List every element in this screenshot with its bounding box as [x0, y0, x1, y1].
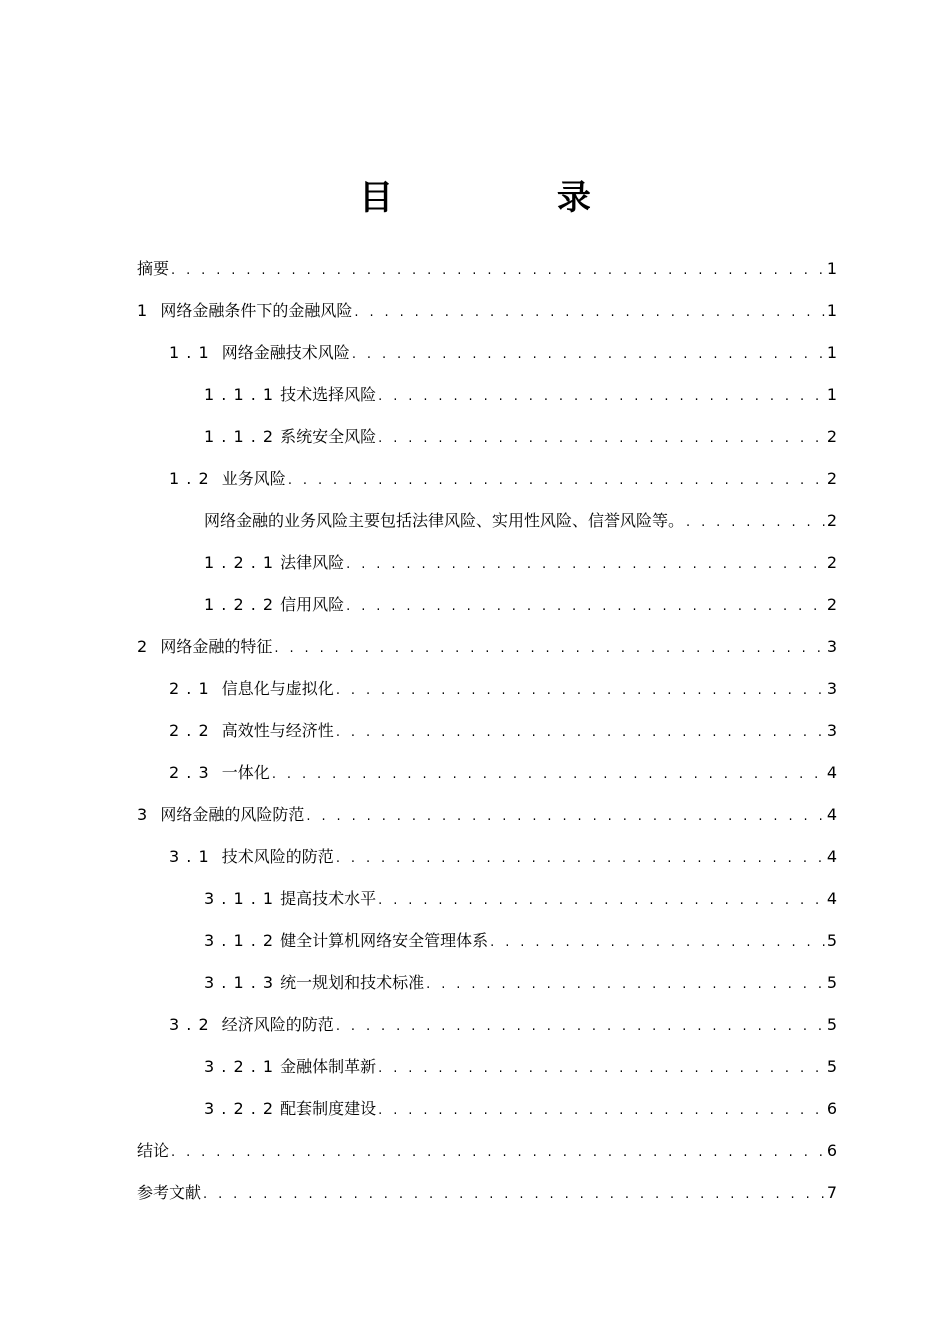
toc-page-number: 2 — [826, 427, 837, 446]
toc-entry-label: 3 . 2 . 2 配套制度建设 — [204, 1099, 377, 1118]
toc-entry[interactable] — [137, 248, 837, 290]
toc-page-number: 3 — [826, 721, 837, 740]
toc-entry-label: 1 . 1 . 2 系统安全风险 — [204, 427, 377, 446]
toc-entry[interactable] — [137, 836, 837, 878]
toc-entry-label: 3 网络金融的风险防范 — [137, 805, 305, 824]
dot-leader — [336, 1006, 825, 1048]
dot-leader — [352, 334, 825, 376]
dot-leader — [171, 1132, 825, 1174]
toc-entry[interactable] — [137, 1088, 837, 1130]
toc-entry[interactable] — [137, 668, 837, 710]
toc-page-number: 7 — [826, 1183, 837, 1202]
toc-page-number: 2 — [826, 595, 837, 614]
dot-leader — [336, 670, 825, 712]
dot-leader — [288, 460, 825, 502]
toc-entry[interactable] — [137, 920, 837, 962]
dot-leader — [378, 1048, 825, 1090]
toc-entry-label: 3 . 2 经济风险的防范 — [169, 1015, 334, 1034]
dot-leader — [272, 754, 825, 796]
toc-entry-label: 摘要 — [137, 259, 170, 278]
toc-entry[interactable] — [137, 794, 837, 836]
toc-entry-label: 1 . 1 网络金融技术风险 — [169, 343, 350, 362]
toc-entry[interactable] — [137, 1172, 837, 1214]
toc-page-number: 5 — [826, 1057, 837, 1076]
table-of-contents — [137, 248, 837, 1214]
toc-page-number: 3 — [826, 679, 837, 698]
toc-entry[interactable] — [137, 458, 837, 500]
dot-leader — [346, 544, 825, 586]
dot-leader — [306, 796, 824, 838]
toc-entry-label: 3 . 1 . 2 健全计算机网络安全管理体系 — [204, 931, 489, 950]
toc-entry-label: 网络金融的业务风险主要包括法律风险、实用性风险、信誉风险等。 — [204, 511, 685, 530]
dot-leader — [490, 922, 825, 964]
dot-leader — [274, 628, 824, 670]
toc-entry-label: 3 . 1 . 3 统一规划和技术标准 — [204, 973, 425, 992]
dot-leader — [378, 418, 825, 460]
toc-page-number: 1 — [826, 343, 837, 362]
toc-page-number: 6 — [826, 1099, 837, 1118]
toc-entry[interactable] — [137, 290, 837, 332]
dot-leader — [378, 1090, 825, 1132]
toc-entry[interactable] — [137, 1130, 837, 1172]
toc-entry-label: 2 . 1 信息化与虚拟化 — [169, 679, 334, 698]
toc-page-number: 4 — [826, 763, 837, 782]
dot-leader — [354, 292, 824, 334]
toc-entry-label: 2 . 2 高效性与经济性 — [169, 721, 334, 740]
toc-entry-label: 3 . 2 . 1 金融体制革新 — [204, 1057, 377, 1076]
toc-entry[interactable] — [137, 1004, 837, 1046]
toc-page-number: 1 — [826, 301, 837, 320]
toc-page-number: 1 — [826, 385, 837, 404]
toc-entry[interactable] — [137, 626, 837, 668]
toc-entry-label: 参考文献 — [137, 1183, 202, 1202]
toc-entry[interactable] — [137, 710, 837, 752]
toc-entry[interactable] — [137, 332, 837, 374]
toc-entry[interactable] — [137, 1046, 837, 1088]
dot-leader — [378, 376, 825, 418]
toc-page-number: 5 — [826, 931, 837, 950]
toc-entry-label: 1 . 2 业务风险 — [169, 469, 286, 488]
toc-page-number: 2 — [826, 511, 837, 530]
dot-leader — [346, 586, 825, 628]
toc-page-number: 1 — [826, 259, 837, 278]
page-title: 目 录 — [359, 178, 667, 218]
toc-entry-label: 3 . 1 技术风险的防范 — [169, 847, 334, 866]
dot-leader — [378, 880, 825, 922]
dot-leader — [336, 838, 825, 880]
toc-entry[interactable] — [137, 584, 837, 626]
toc-entry-label: 3 . 1 . 1 提高技术水平 — [204, 889, 377, 908]
toc-entry[interactable] — [137, 416, 837, 458]
dot-leader — [426, 964, 825, 1006]
dot-leader — [171, 250, 825, 292]
toc-entry-label: 1 . 2 . 2 信用风险 — [204, 595, 345, 614]
toc-page-number: 5 — [826, 1015, 837, 1034]
toc-page-number: 4 — [826, 889, 837, 908]
toc-entry-label: 结论 — [137, 1141, 170, 1160]
toc-entry[interactable] — [137, 542, 837, 584]
toc-entry[interactable] — [137, 374, 837, 416]
toc-entry[interactable] — [137, 962, 837, 1004]
toc-page-number: 4 — [826, 805, 837, 824]
toc-entry-label: 2 . 3 一体化 — [169, 763, 270, 782]
toc-page-number: 4 — [826, 847, 837, 866]
dot-leader — [686, 502, 825, 544]
toc-entry-label: 1 . 1 . 1 技术选择风险 — [204, 385, 377, 404]
dot-leader — [203, 1174, 825, 1216]
toc-page-number: 2 — [826, 469, 837, 488]
toc-entry-label: 1 . 2 . 1 法律风险 — [204, 553, 345, 572]
toc-page-number: 5 — [826, 973, 837, 992]
toc-entry[interactable] — [137, 878, 837, 920]
toc-entry[interactable] — [137, 500, 837, 542]
dot-leader — [336, 712, 825, 754]
toc-page-number: 2 — [826, 553, 837, 572]
toc-entry-label: 1 网络金融条件下的金融风险 — [137, 301, 353, 320]
toc-entry[interactable] — [137, 752, 837, 794]
toc-page-number: 3 — [826, 637, 837, 656]
toc-page-number: 6 — [826, 1141, 837, 1160]
toc-entry-label: 2 网络金融的特征 — [137, 637, 273, 656]
